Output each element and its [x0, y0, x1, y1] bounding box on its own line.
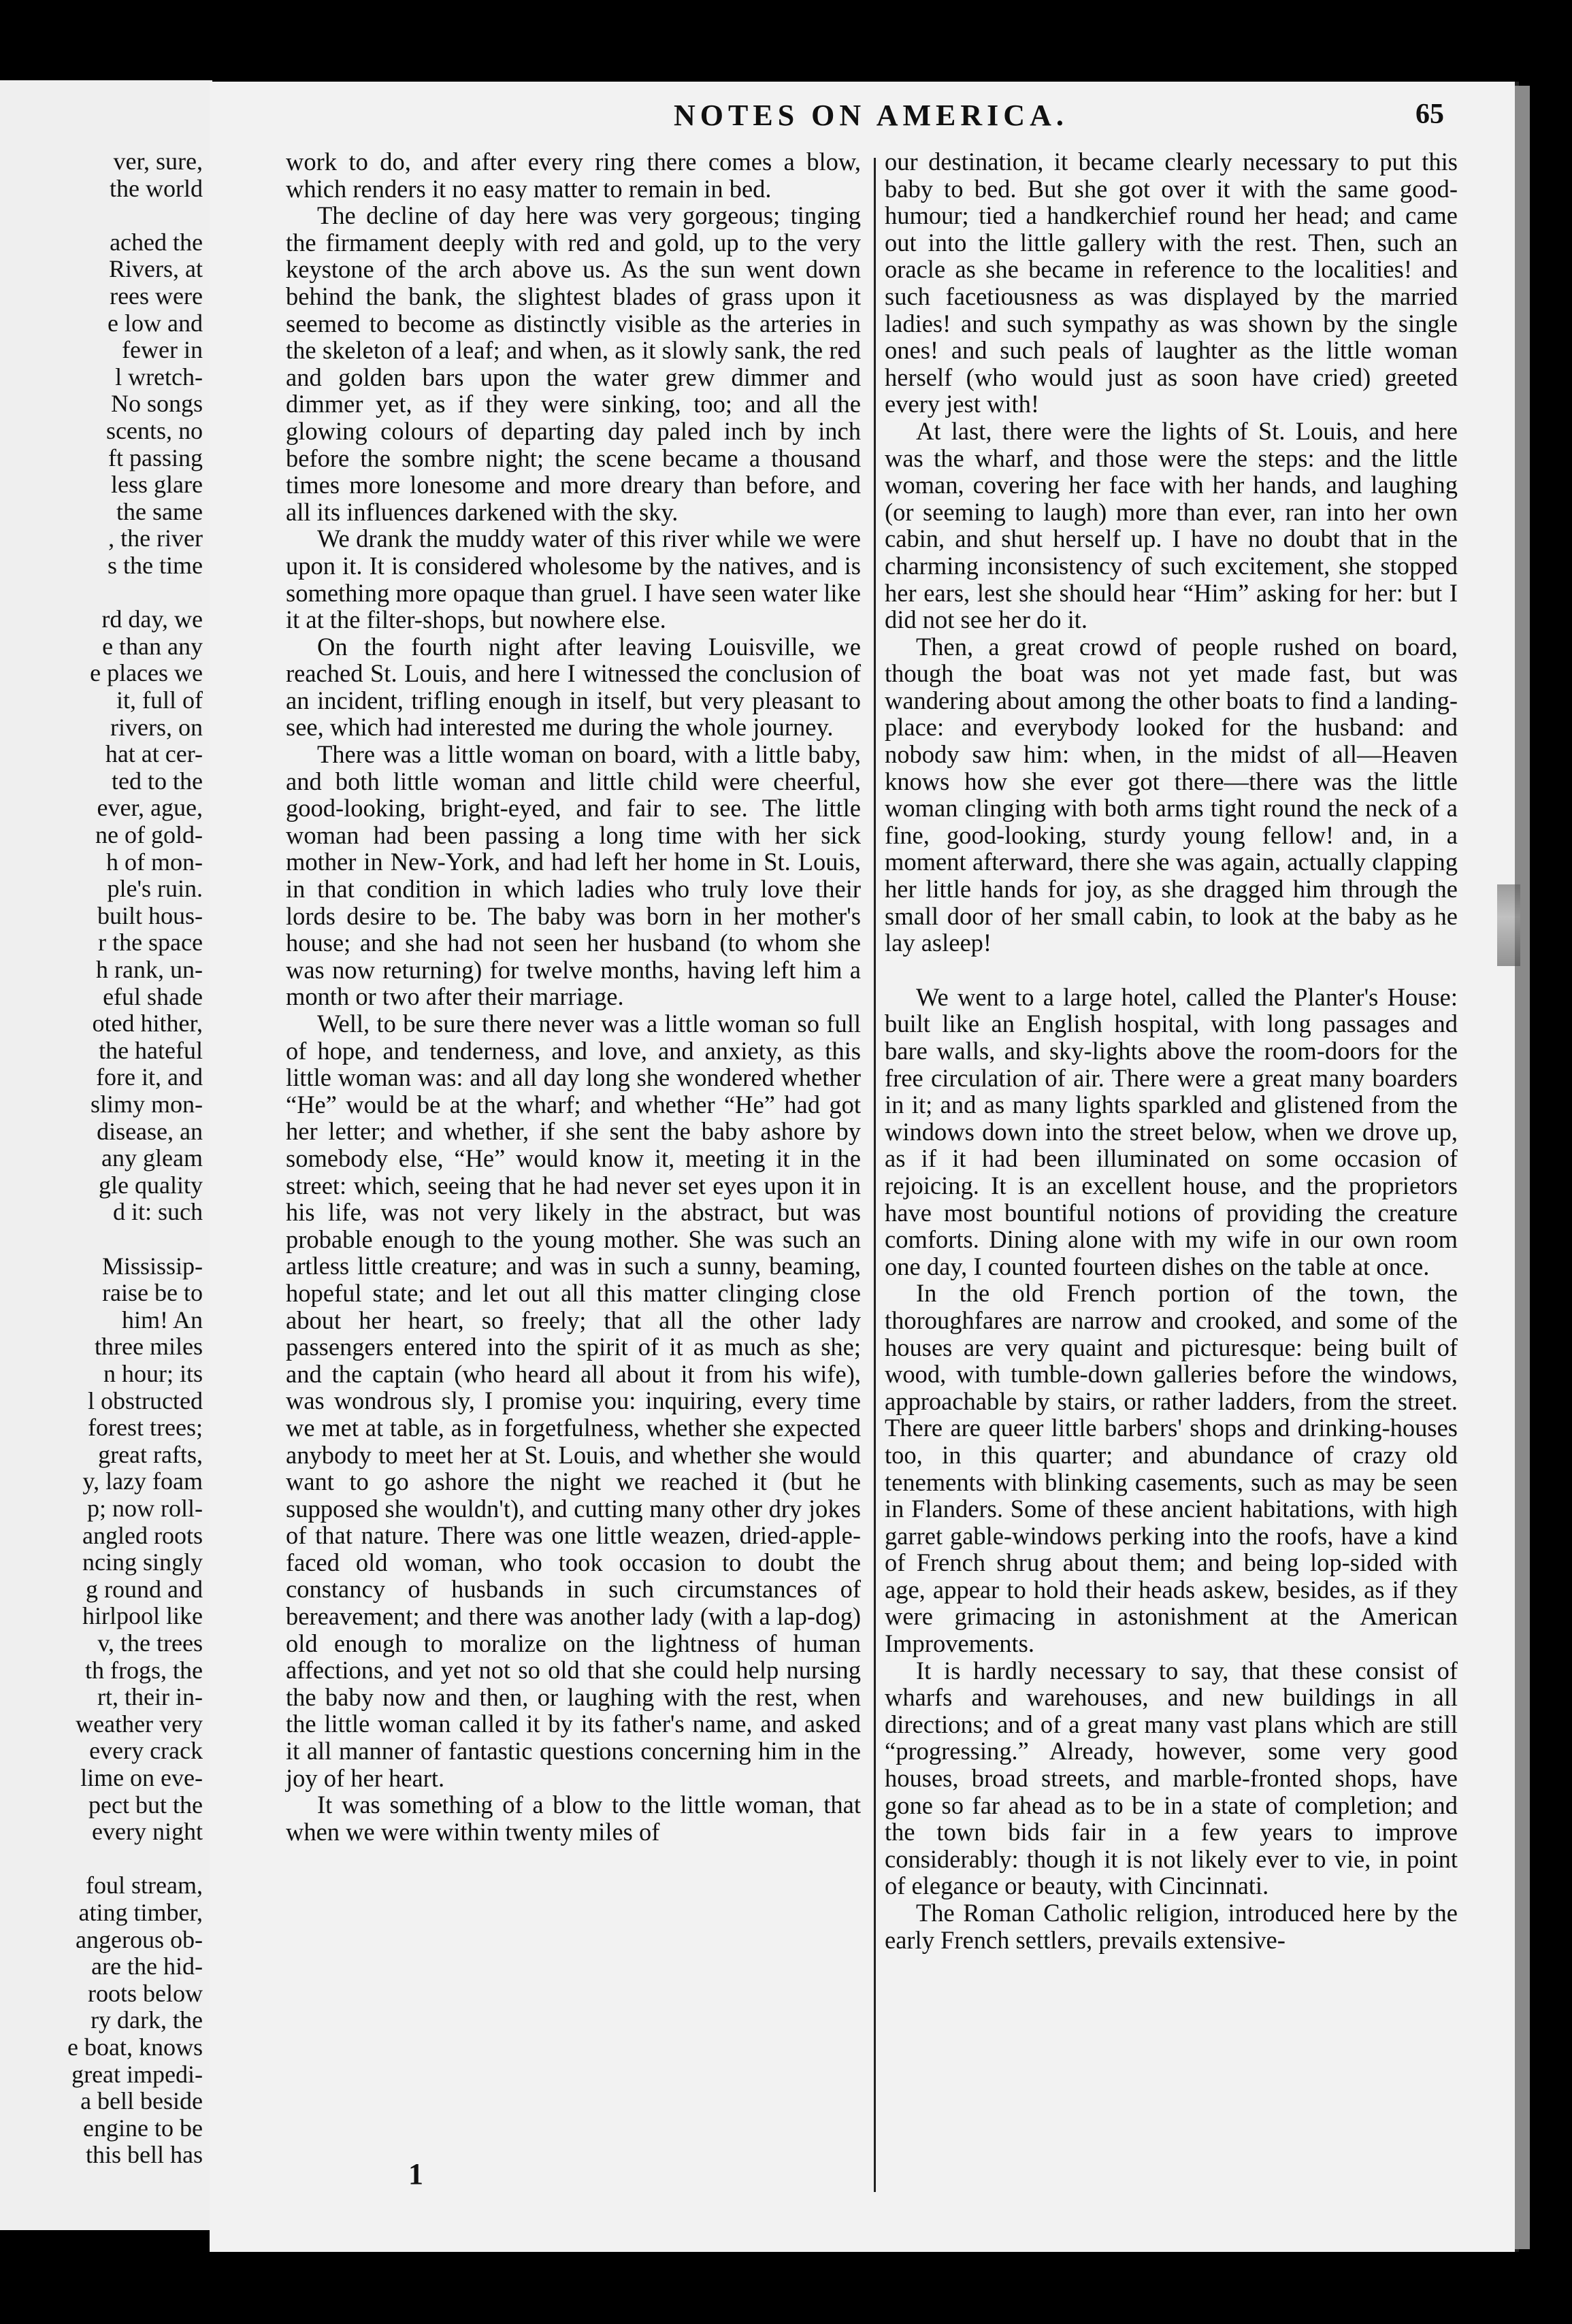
facing-page-line: slimy mon-: [90, 1091, 203, 1118]
facing-page-line: ever, ague,: [97, 794, 203, 822]
facing-page-line: hat at cer-: [105, 740, 203, 768]
paragraph: our destination, it became clearly necessary to put this baby to bed. But she got over it with the same good-humour; tied a handkerchief round her head; and came out into the little gallery with the rest. Then, such an oracle as she became in reference to the localities! and such facetiousness as was displayed by the married ladies! and such sympathy as was shown by the single ones! and such peals of laughter as the little woman herself (who would just as soon have cried) greeted every jest with!: [885, 148, 1458, 418]
facing-page-line: rees were: [110, 282, 203, 310]
facing-page-line: ft passing: [108, 444, 203, 471]
facing-page-line: ted to the: [112, 767, 203, 795]
facing-page-line: every night: [92, 1818, 203, 1846]
facing-page-line: ne of gold-: [95, 821, 203, 848]
paragraph: It is hardly necessary to say, that these consist of wharfs and warehouses, and new buildings in all directions; and of a great many vast plans which are still “progressing.” Already, however, some very good houses, broad streets, and marble-fronted shops, have gone so far ahead as to be in a state of completion; and the town bids fair in a few years to improve considerably: though it is not likely ever to vie, in point of elegance or beauty, with Cincinnati.: [885, 1656, 1458, 1900]
facing-page-line: fore it, and: [96, 1063, 203, 1091]
facing-page-line: eful shade: [103, 982, 203, 1010]
facing-page-line: are the hid-: [91, 1953, 203, 1980]
facing-page-line: p; now roll-: [87, 1495, 203, 1522]
facing-page-line: No songs: [110, 390, 203, 418]
facing-page-line: raise be to: [102, 1279, 203, 1307]
facing-page-line: the world: [110, 174, 203, 202]
facing-page-line: h of mon-: [106, 848, 203, 876]
paragraph: The decline of day here was very gorgeous; tinging the firmament deeply with red and gold, up to the very keystone of the arch above us. As the sun went down behind the bank, the slightest blades of grass upon it seemed to become as distinctly visible as the arteries in the skeleton of a leaf; and when, as it slowly sank, the red and golden bars upon the water grew dimmer and dimmer yet, as if they were sinking, too; and all the glowing colours of departing day paled inch by inch before the sombre night; the scene became a thousand times more lonesome and more dreary than before, and all its influences darkened with the sky.: [286, 201, 861, 526]
facing-page-line: g round and: [86, 1575, 203, 1603]
facing-page-line: him! An: [121, 1306, 203, 1333]
facing-page-line: angled roots: [82, 1521, 203, 1549]
text-column-right: [885, 148, 1458, 1953]
facing-page-line: the hateful: [99, 1036, 203, 1064]
facing-page-line: ating timber,: [78, 1899, 203, 1926]
facing-page-line: ncing singly: [82, 1548, 203, 1576]
facing-page-line: fewer in: [122, 336, 203, 364]
facing-page-line: oted hither,: [92, 1010, 203, 1038]
facing-page-line: e low and: [108, 309, 203, 337]
facing-page-line: built hous-: [97, 901, 203, 929]
facing-page-line: disease, an: [97, 1117, 203, 1145]
facing-page-line: e boat, knows: [67, 2034, 203, 2061]
signature-mark: 1: [408, 2157, 423, 2191]
facing-page-line: lime on eve-: [80, 1764, 203, 1791]
facing-page-line: great rafts,: [98, 1440, 203, 1468]
facing-page-line: less glare: [111, 471, 203, 499]
facing-page-line: y, lazy foam: [82, 1467, 203, 1495]
facing-page-line: roots below: [88, 1979, 203, 2007]
facing-page-line: n hour; its: [103, 1360, 203, 1387]
facing-page-line: ver, sure,: [113, 148, 203, 175]
paragraph: We went to a large hotel, called the Planter's House: built like an English hospital, with long passages and bare walls, and sky-lights above the room-doors for the free circulation of air. There were a great many boarders in it; and as many lights sparkled and glistened from the windows down into the street below, when we drove up, as if it had been illuminated on some occasion of rejoicing. It is an excellent house, and the proprietors have most bountiful notions of providing the creature comforts. Dining alone with my wife in our own room one day, I counted fourteen dishes on the table at once.: [885, 982, 1458, 1280]
paragraph: It was something of a blow to the little woman, that when we were within twenty miles of: [286, 1791, 861, 1846]
facing-page-line: rd day, we: [101, 605, 203, 633]
facing-page-line: Rivers, at: [109, 255, 203, 283]
facing-page-line: great impedi-: [71, 2060, 203, 2088]
facing-page-line: e places we: [90, 659, 203, 687]
facing-page-line: it, full of: [116, 686, 203, 714]
paragraph: At last, there were the lights of St. Louis, and here was the wharf, and those were the steps: and the little woman, covering her face with her hands, and laughing (or seeming to laugh) more than ever, ran into her own cabin, and shut herself up. I have no doubt that in the charming inconsistency of such excitement, she stopped her ears, lest she should hear “Him” asking for her: but I did not see her do it.: [885, 416, 1458, 634]
facing-page-line: r the space: [98, 929, 203, 957]
facing-page-line: ached the: [110, 228, 203, 256]
paragraph: On the fourth night after leaving Louisville, we reached St. Louis, and here I witnessed the conclusion of an incident, trifling enough in itself, but very pleasant to see, which had interested me during the whole journey.: [286, 632, 861, 742]
page-number: 65: [1415, 99, 1444, 130]
paragraph: Well, to be sure there never was a little woman so full of hope, and tenderness, and love, and anxiety, as this little woman was: and all day long she wondered whether “He” would be at the wharf; and whether “He” had got her letter; and whether, if she sent the baby ashore by somebody else, “He” would know it, meeting it in the street: which, seeing that he had never set eyes upon it in his life, was not very likely in the abstract, but was probable enough to the young mother. She was such an artless little creature; and was in such a sunny, beaming, hopeful state; and let out all this matter clinging close about her heart, so freely; that all the other lady passengers entered into the spirit of it as much as she; and the captain (who heard all about it from his wife), was wondrous sly, I promise you: inquiring, every time we met at table, as in forgetfulness, whether she expected anybody to meet her at St. Louis, and whether she would want to go ashore the night we reached it (but he supposed she wouldn't), and cutting many other dry jokes of that nature. There was one little weazen, dried-apple-faced old woman, who took occasion to doubt the constancy of husbands in such circumstances of bereavement; and there was another lady (with a lap-dog) old enough to moralize on the lightness of human affections, and yet not so old that she could help nursing the baby now and then, or laughing with the rest, when the little woman called it by its father's name, and asked it all manner of fantastic questions concerning him in the joy of her heart.: [286, 1010, 861, 1792]
facing-page-line: three miles: [95, 1333, 203, 1361]
text-column-left: [286, 148, 861, 1845]
page-edge: [1515, 86, 1530, 2249]
facing-page-line: rivers, on: [110, 713, 203, 741]
facing-page-line: e than any: [102, 632, 203, 660]
facing-page-line: forest trees;: [88, 1414, 203, 1442]
facing-page-line: Mississip-: [101, 1252, 203, 1280]
facing-page-line: hirlpool like: [82, 1602, 203, 1630]
facing-page-line: s the time: [108, 552, 203, 579]
paragraph: work to do, and after every ring there comes a blow, which renders it no easy matter to remain in bed.: [286, 148, 861, 203]
page-edge-stain: [1497, 884, 1520, 966]
facing-page-line: weather very: [76, 1710, 203, 1738]
facing-page-line: this bell has: [86, 2141, 203, 2169]
facing-page-line: any gleam: [101, 1144, 203, 1172]
facing-page-line: every crack: [89, 1737, 203, 1765]
facing-page-line: the same: [116, 497, 203, 525]
column-rule: [874, 158, 876, 2192]
facing-page-line: th frogs, the: [85, 1656, 203, 1684]
facing-page-line: rt, their in-: [97, 1683, 203, 1711]
facing-page-line: ry dark, the: [91, 2006, 203, 2034]
facing-page-line: l wretch-: [115, 363, 203, 391]
facing-page-fragment: [0, 80, 212, 2230]
running-header-title: NOTES ON AMERICA.: [674, 99, 1068, 132]
facing-page-line: foul stream,: [86, 1872, 203, 1899]
facing-page-line: ple's ruin.: [107, 875, 203, 903]
facing-page-line: l obstructed: [88, 1387, 203, 1414]
facing-page-line: , the river: [108, 525, 203, 552]
facing-page-line: angerous ob-: [76, 1925, 203, 1953]
facing-page-line: v, the trees: [97, 1629, 203, 1657]
facing-page-line: h rank, un-: [96, 956, 203, 983]
paragraph: Then, a great crowd of people rushed on board, though the boat was not yet made fast, but was wandering about among the other boats to find a landing-place: and everybody looked for the husband: and nobody saw him: when, in the midst of all—Heaven knows how she ever got there—there was the little woman clinging with both arms tight round the neck of a fine, good-looking, sturdy young fellow! and, in a moment afterward, there she was again, actually clapping her little hands for joy, as she dragged him through the small door of her small cabin, to look at the baby as he lay asleep!: [885, 632, 1458, 957]
paragraph: The Roman Catholic religion, introduced here by the early French settlers, prevails extensive-: [885, 1899, 1458, 1954]
facing-page-line: scents, no: [106, 417, 203, 444]
facing-page-line: a bell beside: [80, 2087, 203, 2115]
facing-page-line: pect but the: [88, 1791, 203, 1819]
paragraph: There was a little woman on board, with a little baby, and both little woman and little child were cheerful, good-looking, bright-eyed, and fair to see. The little woman had been passing a long time with her sick mother in New-York, and had left her home in St. Louis, in that condition in which ladies who truly love their lords desire to be. The baby was born in her mother's house; and she had not seen her husband (to whom she was now returning) for twelve months, having left him a month or two after their marriage.: [286, 740, 861, 1011]
paragraph: In the old French portion of the town, the thoroughfares are narrow and crooked, and some of the houses are very quaint and picturesque: being built of wood, with tumble-down galleries before the windows, approachable by stairs, or rather ladders, from the street. There are queer little barbers' shops and drinking-houses too, in this quarter; and abundance of crazy old tenements with blinking casements, such as may be seen in Flanders. Some of these ancient habitations, with high garret gable-windows perking into the roofs, have a kind of French shrug about them; and being lop-sided with age, appear to hold their heads askew, besides, as if they were grimacing in astonishment at the American Improvements.: [885, 1279, 1458, 1658]
paragraph: We drank the muddy water of this river while we were upon it. It is considered wholesome by the natives, and is something more opaque than gruel. I have seen water like it at the filter-shops, but nowhere else.: [286, 525, 861, 634]
facing-page-line: gle quality: [99, 1171, 203, 1199]
facing-page-line: engine to be: [83, 2114, 203, 2142]
facing-page-line: d it: such: [113, 1198, 203, 1226]
